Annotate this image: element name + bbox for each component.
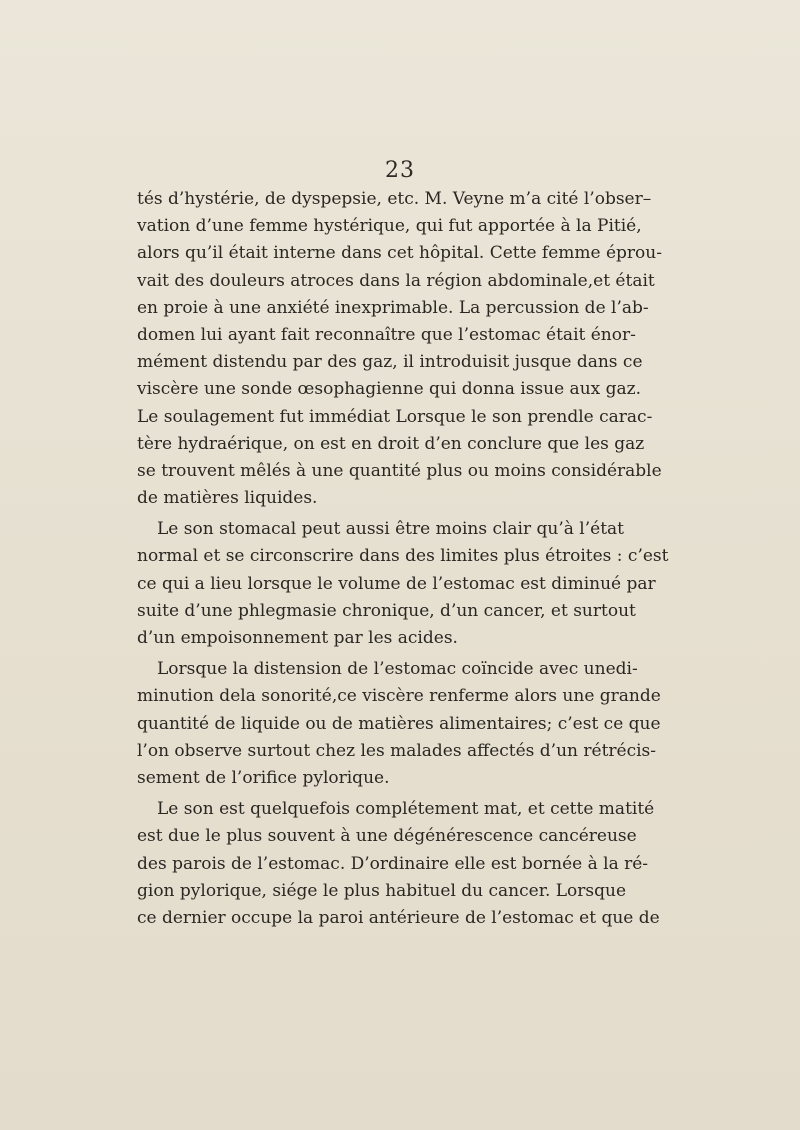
- text-line: vait des douleurs atroces dans la région abdominale,et était: [137, 270, 655, 291]
- text-line: suite d’une phlegmasie chronique, d’un cancer, et surtout: [137, 600, 636, 621]
- text-line: Le son est quelquefois complétement mat, et cette matité: [157, 799, 655, 820]
- text-line: en proie à une anxiété inexprimable. La percussion de l’ab-: [137, 297, 649, 318]
- text-line: vation d’une femme hystérique, qui fut apportée à la Pitié,: [137, 216, 642, 237]
- body-text: [137, 186, 669, 932]
- text-line: quantité de liquide ou de matières alimentaires; c’est ce que: [137, 713, 661, 734]
- text-line: se trouvent mêlés à une quantité plus ou moins considérable: [137, 460, 662, 481]
- text-line: sement de l’orifice pylorique.: [137, 767, 390, 788]
- text-line: est due le plus souvent à une dégénérescence cancéreuse: [137, 826, 637, 847]
- text-line: des parois de l’estomac. D’ordinaire elle est bornée à la ré-: [137, 853, 649, 874]
- page-number: 23: [385, 158, 415, 183]
- text-line: normal et se circonscrire dans des limites plus étroites : c’est: [137, 546, 669, 567]
- text-line: domen lui ayant fait reconnaître que l’estomac était énor-: [137, 324, 636, 345]
- text-line: tés d’hystérie, de dyspepsie, etc. M. Veyne m’a cité l’obser–: [137, 189, 652, 209]
- text-line: de matières liquides.: [137, 488, 318, 509]
- text-line: ce qui a lieu lorsque le volume de l’estomac est diminué par: [137, 573, 656, 594]
- text-line: Lorsque la distension de l’estomac coïncide avec unedi-: [157, 659, 638, 680]
- text-line: alors qu’il était interne dans cet hôpital. Cette femme éprou-: [137, 243, 662, 264]
- text-line: mément distendu par des gaz, il introduisit jusque dans ce: [137, 352, 643, 373]
- text-line: minution dela sonorité,ce viscère renferme alors une grande: [137, 686, 661, 707]
- text-line: ce dernier occupe la paroi antérieure de l’estomac et que de: [137, 907, 660, 928]
- text-line: Le soulagement fut immédiat Lorsque le son prendle carac-: [137, 406, 653, 427]
- text-line: tère hydraérique, on est en droit d’en conclure que les gaz: [137, 433, 645, 454]
- text-line: d’un empoisonnement par les acides.: [137, 628, 458, 648]
- text-line: Le son stomacal peut aussi être moins clair qu’à l’état: [157, 519, 624, 540]
- text-line: l’on observe surtout chez les malades affectés d’un rétrécis-: [137, 740, 657, 761]
- text-line: gion pylorique, siége le plus habituel du cancer. Lorsque: [137, 880, 627, 901]
- text-line: viscère une sonde œsophagienne qui donna issue aux gaz.: [137, 379, 642, 400]
